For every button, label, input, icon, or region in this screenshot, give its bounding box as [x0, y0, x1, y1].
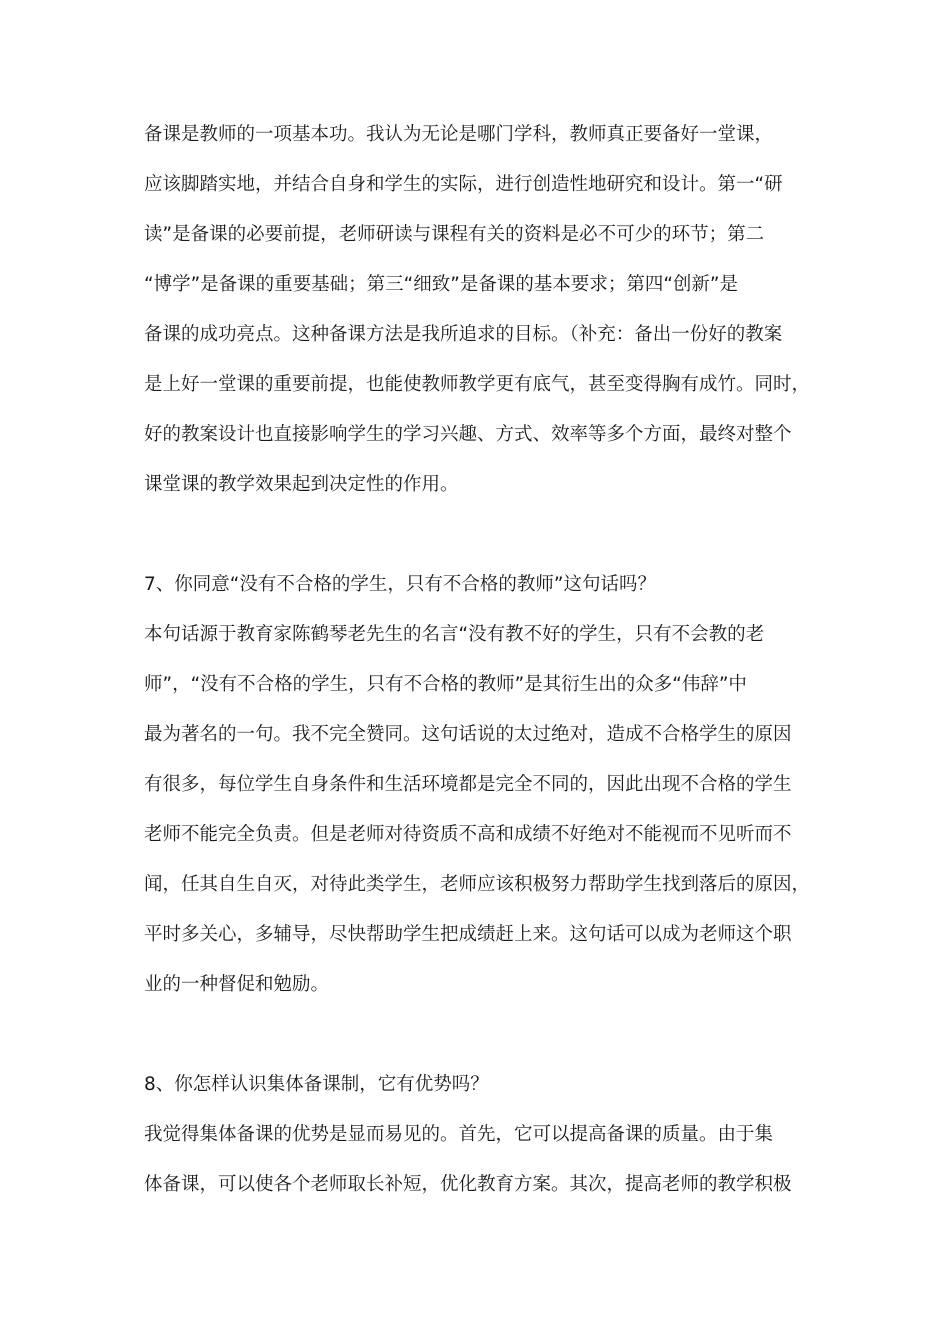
answer-line: 师”，“没有不合格的学生，只有不合格的教师”是其衍生出的众多“伟辞”中 — [144, 674, 747, 695]
answer-line: 闻，任其自生自灭，对待此类学生，老师应该积极努力帮助学生找到落后的原因， — [144, 874, 811, 895]
question-8 — [144, 1060, 814, 1210]
paragraph-line: 备课是教师的一项基本功。我认为无论是哪门学科，教师真正要备好一堂课， — [144, 124, 774, 145]
paragraph-gap — [144, 1010, 814, 1060]
answer-line: 业的一种督促和勉励。 — [144, 974, 330, 995]
question-7 — [144, 560, 814, 1010]
paragraph-line: 课堂课的教学效果起到决定性的作用。 — [144, 474, 459, 495]
answer-line: 平时多关心，多辅导，尽快帮助学生把成绩赶上来。这句话可以成为老师这个职 — [144, 924, 792, 945]
paragraph-line: 是上好一堂课的重要前提，也能使教师教学更有底气，甚至变得胸有成竹。同时， — [144, 374, 811, 395]
question-title: 7、你同意“没有不合格的学生，只有不合格的教师”这句话吗？ — [144, 574, 656, 595]
paragraph-line: 好的教案设计也直接影响学生的学习兴趣、方式、效率等多个方面，最终对整个 — [144, 424, 792, 445]
answer-line: 有很多，每位学生自身条件和生活环境都是完全不同的，因此出现不合格的学生 — [144, 774, 792, 795]
answer-line: 体备课，可以使各个老师取长补短，优化教育方案。其次，提高老师的教学积极 — [144, 1174, 792, 1195]
answer-line: 最为著名的一句。我不完全赞同。这句话说的太过绝对，造成不合格学生的原因 — [144, 724, 792, 745]
previous-answer — [144, 110, 814, 510]
document-body — [144, 110, 814, 1210]
paragraph-line: 应该脚踏实地，并结合自身和学生的实际，进行创造性地研究和设计。第一“研 — [144, 174, 783, 195]
answer-line: 本句话源于教育家陈鹤琴老先生的名言“没有教不好的学生，只有不会教的老 — [144, 624, 765, 645]
paragraph-line: “博学”是备课的重要基础；第三“细致”是备课的基本要求；第四“创新”是 — [144, 274, 739, 295]
answer-line: 我觉得集体备课的优势是显而易见的。首先，它可以提高备课的质量。由于集 — [144, 1124, 774, 1145]
answer-line: 老师不能完全负责。但是老师对待资质不高和成绩不好绝对不能视而不见听而不 — [144, 824, 792, 845]
paragraph-line: 备课的成功亮点。这种备课方法是我所追求的目标。（补充：备出一份好的教案 — [144, 324, 783, 345]
paragraph-line: 读”是备课的必要前提，老师研读与课程有关的资料是必不可少的环节；第二 — [144, 224, 765, 245]
paragraph-gap — [144, 510, 814, 560]
question-title: 8、你怎样认识集体备课制，它有优势吗？ — [144, 1074, 489, 1095]
